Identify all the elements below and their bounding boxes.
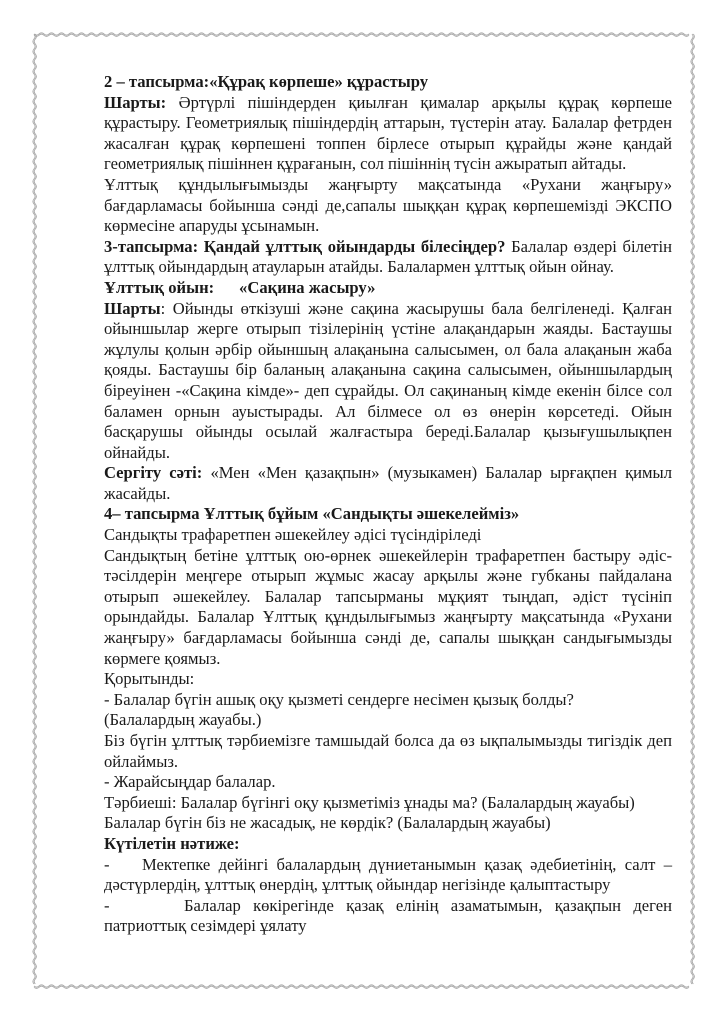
game-condition-label: Шарты [104, 298, 161, 318]
task3-text: Балалар өздері білетін ұлттық ойындардың атауларын атайды. Балалармен ұлттық ойын ойнау. [104, 236, 672, 277]
conclusion-line: Тәрбиеші: Балалар бүгінгі оқу қызметіміз ұнады ма? (Балалардың жауабы) [104, 792, 635, 812]
warmup-text: «Мен «Мен қазақпын» (музыкамен) Балалар ырғақпен қимыл жасайды. [104, 463, 672, 503]
task3 [104, 237, 672, 278]
conclusion-line: Балалар бүгін біз не жасадық, не көрдік? (Балалардың жауабы) [104, 813, 551, 833]
task3-heading: 3-тапсырма: Қандай ұлттық ойындарды білесіңдер? [104, 236, 506, 256]
condition-text: Әртүрлі пішіндерден қиылған қималар арқылы құрақ көрпеше құрастыру. Геометриялық пішіндердің аттарын, түстерін атау. Балалар фетрден жасалған құрақ көрпешені топпен бірлесе отырып құрайды және қандай геометриялық пішіннен құрағанын, сол пішіннің түсін ажыратып айтады. [104, 92, 672, 174]
expected-item [104, 896, 672, 937]
expected-item-text: Балалар көкірегінде қазақ елінің азаматымын, қазақпын деген патриоттық сезімдері ұялату [104, 895, 672, 936]
conclusion-label: Қорытынды: [104, 669, 195, 689]
expected-heading: Күтілетін нәтиже: [104, 833, 240, 853]
warmup-label: Сергіту сәті: [104, 463, 203, 483]
task2-paragraph: Ұлттық құндылығымызды жаңғырту мақсатында «Рухани жаңғыру» бағдарламасы бойынша сәнді де,сапалы шыққан құрақ көрпешемізді ЭКСПО көрмесіне апаруды ұсынамын. [104, 174, 672, 236]
conclusion-line: - Жарайсыңдар балалар. [104, 772, 276, 792]
condition-label: Шарты: [104, 92, 167, 112]
game-heading: Ұлттық ойын: «Сақина жасыру» [104, 277, 376, 297]
game-condition-text: : Ойынды өткізуші және сақина жасырушы бала белгіленеді. Қалған ойыншылар жерге отырып тізілерінің үстіне алақандарын жаяды. Бастаушы жұлулы қолын әрбір ойыншың алақанына салысымен, ол бала алақанын жаба қояды. Бастаушы бір баланың алақанына сақина салысымен, ойыншылардың біреуінен -«Сақина кімде»- деп сұрайды. Ол сақинаның кімде екенін білсе сол баламен орнын ауыстырады. Ал білмесе ол өз өнерін көрсетеді. Ойын басқарушы ойынды осылай жалғастыра береді.Балалар қызығушылықпен ойнайды. [104, 298, 672, 462]
expected-item [104, 855, 672, 896]
task4-paragraph: Сандықтың бетіне ұлттық ою-өрнек әшекейлерін трафаретпен бастыру әдіс-тәсілдерін меңгере отырып жұмыс жасау арқылы және губканы пайдалана отырып әшекейлеу. Балалар тапсырманы мұқият тыңдап, әдіст түсініп орындайды. Балалар Ұлттық құндылығымыз жаңғырту мақсатында «Рухани жаңғыру» бағдарламасы бойынша сәнді де, сапалы шыққан сандығымызды көрмеге қоямыз. [104, 545, 672, 668]
task4-line1: Сандықты трафаретпен әшекейлеу әдісі түсіндіріледі [104, 525, 482, 545]
conclusion-line: Біз бүгін ұлттық тәрбиемізге тамшыдай болса да өз ықпалымызды тигіздік деп ойлаймыз. [104, 731, 672, 771]
task2-condition [104, 93, 672, 175]
game-condition [104, 299, 672, 464]
border-bottom [34, 986, 689, 988]
bullet-dash: - [104, 895, 110, 915]
border-top [34, 34, 689, 36]
warmup [104, 463, 672, 504]
conclusion-line: (Балалардың жауабы.) [104, 710, 262, 730]
task4-heading: 4– тапсырма Ұлттық бұйым «Сандықты әшекелейміз» [104, 504, 520, 524]
task2-heading: 2 – тапсырма:«Құрақ көрпеше» құрастыру [104, 72, 429, 91]
document-body [104, 72, 672, 937]
bullet-dash: - [104, 854, 110, 874]
expected-item-text: Мектепке дейінгі балалардың дүниетанымын қазақ әдебиетінің, салт – дәстүрлердің, ұлттық өнердің, ұлттық ойындар негізінде қалыптастыру [104, 854, 672, 895]
conclusion-line: - Балалар бүгін ашық оқу қызметі сендерге несімен қызық болды? [104, 689, 574, 709]
